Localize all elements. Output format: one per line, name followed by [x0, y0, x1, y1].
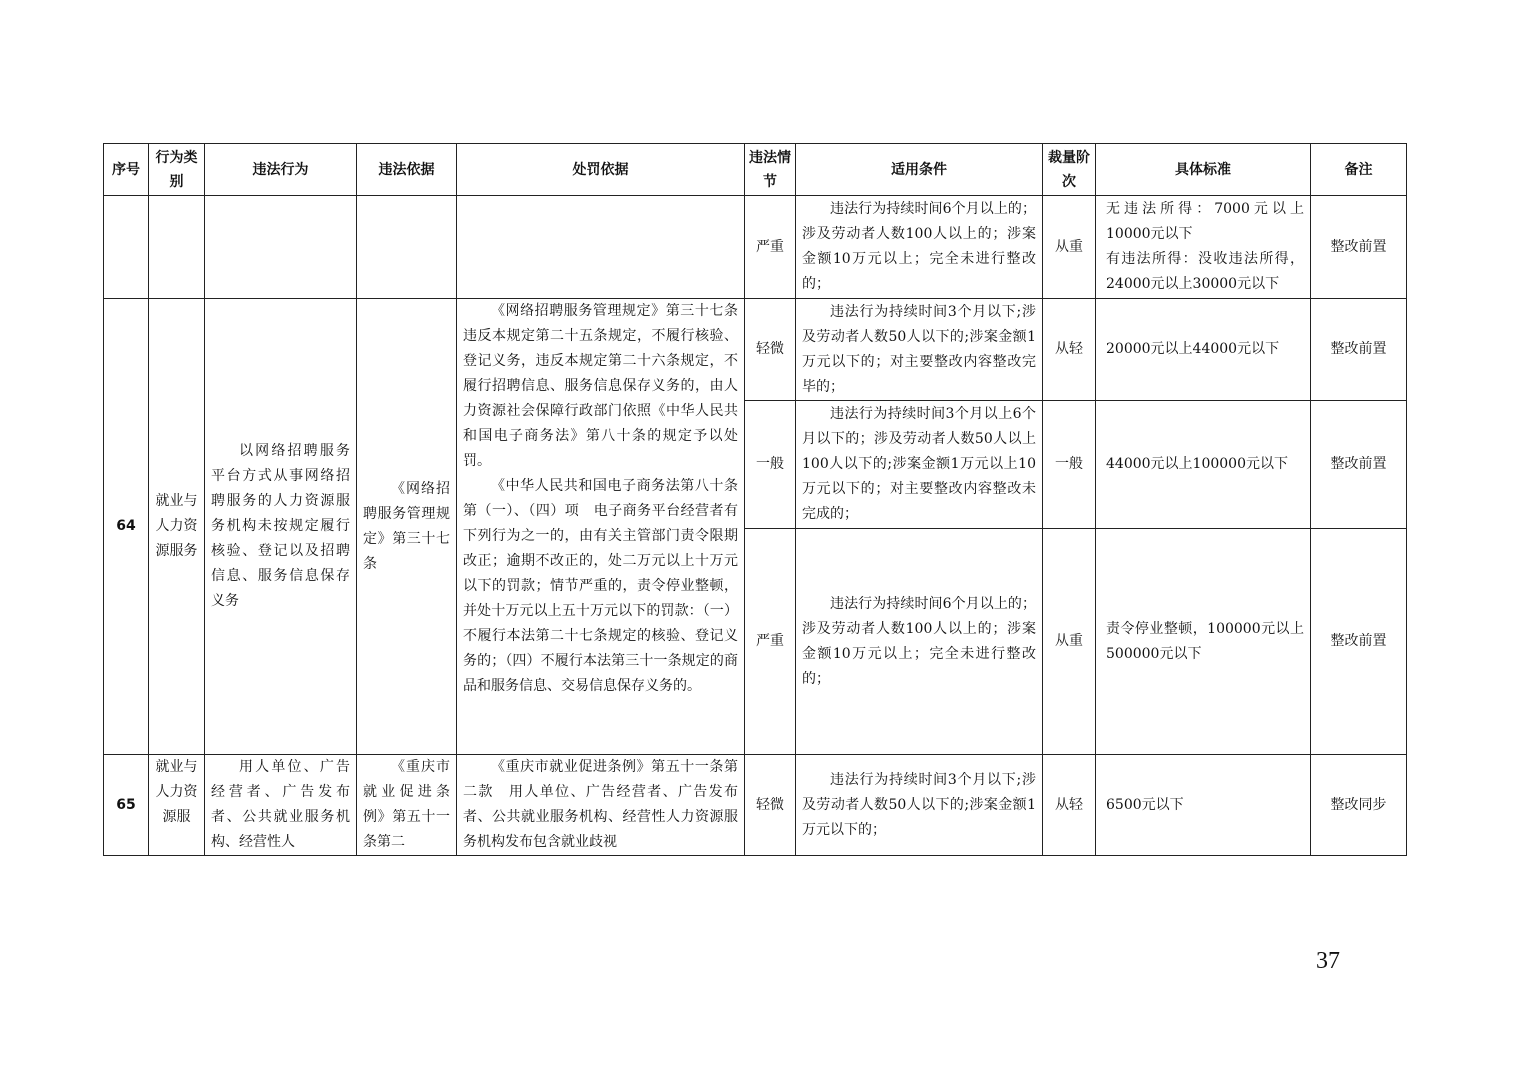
cell-circumstance: 严重: [745, 196, 796, 299]
cell-level: 一般: [1043, 401, 1096, 529]
cell-penalty-basis: 《重庆市就业促进条例》第五十一条第二款 用人单位、广告经营者、广告发布者、公共就业服务机构、经营性人力资源服务机构发布包含就业歧视: [457, 755, 745, 856]
cell-penalty-basis: [457, 299, 752, 755]
header-basis: 违法依据: [357, 144, 457, 196]
standard-line-2: 有违法所得：没收违法所得，24000元以上30000元以下: [1106, 251, 1304, 292]
cell-category-empty: [149, 196, 205, 299]
cell-conditions: 违法行为持续时间6个月以上的；涉及劳动者人数100人以上的；涉案金额10万元以上；完全未进行整改的；: [796, 529, 1043, 755]
cell-standard: 6500元以下: [1096, 755, 1311, 856]
cell-standard: [1096, 196, 1311, 299]
cell-remarks: 整改前置: [1311, 529, 1407, 755]
cell-level: 从重: [1043, 529, 1096, 755]
cell-conditions: 违法行为持续时间6个月以上的；涉及劳动者人数100人以上的；涉案金额10万元以上；完全未进行整改的；: [796, 196, 1043, 299]
penalty-discretion-table: [103, 143, 1407, 856]
header-standard: 具体标准: [1096, 144, 1311, 196]
cell-conditions: 违法行为持续时间3个月以下;涉及劳动者人数50人以下的;涉案金额1万元以下的；: [796, 755, 1043, 856]
cell-standard: 责令停业整顿，100000元以上500000元以下: [1096, 529, 1311, 755]
header-row: [104, 144, 1407, 196]
cell-standard: 20000元以上44000元以下: [1096, 299, 1311, 401]
cell-circumstance: 轻微: [745, 755, 796, 856]
cell-circumstance: 轻微: [745, 299, 796, 401]
table-row-continued: [104, 196, 1407, 299]
cell-act: 用人单位、广告经营者、广告发布者、公共就业服务机构、经营性人: [205, 755, 357, 856]
header-seq: 序号: [104, 144, 149, 196]
header-conditions: 适用条件: [796, 144, 1043, 196]
header-category: 行为类别: [149, 144, 205, 196]
cell-level: 从轻: [1043, 299, 1096, 401]
table-row-65: [104, 755, 1407, 856]
cell-remarks: 整改前置: [1311, 196, 1407, 299]
cell-conditions: 违法行为持续时间3个月以下;涉及劳动者人数50人以下的;涉案金额1万元以下的；对主要整改内容整改完毕的；: [796, 299, 1043, 401]
cell-level: 从轻: [1043, 755, 1096, 856]
header-remarks: 备注: [1311, 144, 1407, 196]
cell-category: 就业与人力资源服: [149, 755, 205, 856]
cell-standard: 44000元以上100000元以下: [1096, 401, 1311, 529]
standard-line-1: 无违法所得：7000元以上10000元以下: [1106, 201, 1304, 242]
cell-basis: 《重庆市就业促进条例》第五十一条第二: [357, 755, 457, 856]
cell-remarks: 整改同步: [1311, 755, 1407, 856]
cell-conditions: 违法行为持续时间3个月以上6个月以下的；涉及劳动者人数50人以上100人以下的;涉案金额1万元以上10万元以下的；对主要整改内容整改未完成的；: [796, 401, 1043, 529]
cell-category: 就业与人力资源服务: [149, 299, 205, 755]
cell-act-empty: [205, 196, 357, 299]
cell-basis-empty: [357, 196, 457, 299]
cell-penalty-empty: [457, 196, 745, 299]
page-number: 37: [1316, 948, 1340, 974]
header-penalty-basis: 处罚依据: [457, 144, 745, 196]
cell-seq-empty: [104, 196, 149, 299]
cell-seq: 64: [104, 299, 149, 755]
header-level: 裁量阶次: [1043, 144, 1096, 196]
cell-circumstance: 一般: [745, 401, 796, 529]
cell-basis: 《网络招聘服务管理规定》第三十七条: [357, 299, 457, 755]
cell-circumstance: 严重: [745, 529, 796, 755]
penalty-paragraph-2: 《中华人民共和国电子商务法第八十条第（一）、（四）项 电子商务平台经营者有下列行为之一的，由有关主管部门责令限期改正；逾期不改正的，处二万元以上十万元以下的罚款；情节严重的，责令停业整顿，并处十万元以上五十万元以下的罚款：（一）不履行本法第二十七条规定的核验、登记义务的；（四）不履行本法第三十一条规定的商品和服务信息、交易信息保存义务的。: [463, 478, 738, 694]
penalty-paragraph-1: 《网络招聘服务管理规定》第三十七条 违反本规定第二十五条规定，不履行核验、登记义务，违反本规定第二十六条规定，不履行招聘信息、服务信息保存义务的，由人力资源社会保障行政部门依照《中华人民共和国电子商务法》第八十条的规定予以处罚。: [463, 303, 752, 469]
cell-remarks: 整改前置: [1311, 401, 1407, 529]
cell-remarks: 整改前置: [1311, 299, 1407, 401]
cell-level: 从重: [1043, 196, 1096, 299]
cell-act: 以网络招聘服务平台方式从事网络招聘服务的人力资源服务机构未按规定履行核验、登记以及招聘信息、服务信息保存义务: [205, 299, 357, 755]
table-row-64-minor: [104, 299, 1407, 401]
header-act: 违法行为: [205, 144, 357, 196]
header-circumstance: 违法情节: [745, 144, 796, 196]
cell-seq: 65: [104, 755, 149, 856]
